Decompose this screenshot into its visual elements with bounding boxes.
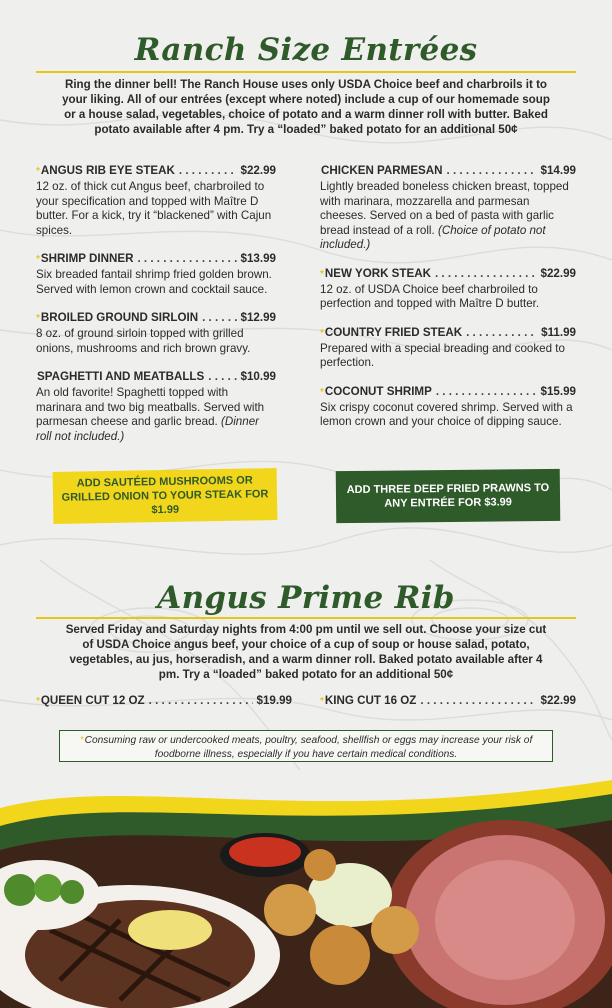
item-description <box>36 180 276 238</box>
menu-item <box>320 164 576 253</box>
item-price: $22.99 <box>540 694 576 707</box>
item-desc-text: Prepared with a special breading and cooked to perfection. <box>320 341 565 369</box>
item-desc-text: Six crispy coconut covered shrimp. Served with a lemon crown and your choice of dipping sauce. <box>320 400 573 428</box>
item-desc-text: 12 oz. of thick cut Angus beef, charbroiled to your specification and topped with Maître D butter. For a kick, try it “blackened” with Cajun spices. <box>36 180 272 237</box>
item-name: ANGUS RIB EYE STEAK <box>40 164 175 177</box>
menu-item <box>36 252 276 297</box>
prime-rib-intro: Served Friday and Saturday nights from 4:00 pm until we sell out. Choose your size cut of USDA Choice angus beef, your choice of a cup of soup or house salad, potato, vegetables, au jus, horseradish, and a warm dinner roll. Baked potato available after 4 pm. Try a “loaded” baked potato for an additional 50¢ <box>65 623 547 681</box>
item-name: KING CUT 16 OZ <box>324 694 417 707</box>
item-name: QUEEN CUT 12 OZ <box>40 694 145 707</box>
item-name: COUNTRY FRIED STEAK <box>324 325 463 339</box>
menu-item <box>36 311 276 356</box>
leader-dots <box>435 267 537 280</box>
prime-rib-title: Angus Prime Rib <box>157 580 455 616</box>
leader-dots <box>202 311 236 324</box>
item-desc-text: Six breaded fantail shrimp fried golden brown. Served with lemon crown and cocktail sauce. <box>36 268 272 296</box>
item-price: $10.99 <box>240 370 276 383</box>
prawn-addon-callout: ADD THREE DEEP FRIED PRAWNS TO ANY ENTRÉE FOR $3.99 <box>336 469 561 523</box>
item-desc-text: Lightly breaded boneless chicken breast, topped with marinara, mozzarella and parmesan cheeses. Served on a bed of pasta with garlic bread instead of a roll. <box>320 180 569 237</box>
item-price: $14.99 <box>540 164 576 177</box>
food-photo-banner <box>0 780 612 1008</box>
star-marker: * <box>320 327 324 339</box>
item-name: BROILED GROUND SIRLOIN <box>40 311 199 324</box>
queen-cut-item <box>36 694 292 707</box>
item-price: $15.99 <box>540 384 576 398</box>
star-marker: * <box>320 268 324 280</box>
leader-dots <box>179 164 237 177</box>
mushroom-onion-addon-callout: ADD SAUTÉED MUSHROOMS OR GRILLED ONION TO YOUR STEAK FOR $1.99 <box>53 468 278 524</box>
leader-dots <box>436 385 537 398</box>
item-description <box>320 283 576 312</box>
warning-text: Consuming raw or undercooked meats, poultry, seafood, shellfish or eggs may increase your risk of foodborne illness, especially if you have certain medical conditions. <box>84 735 533 760</box>
item-name: CHICKEN PARMESAN <box>321 164 443 177</box>
star-marker: * <box>36 166 40 177</box>
item-price: $22.99 <box>540 266 576 280</box>
item-price: $11.99 <box>541 325 576 339</box>
item-name: SHRIMP DINNER <box>40 252 134 265</box>
item-description <box>36 386 276 444</box>
item-description <box>36 327 276 356</box>
item-price: $13.99 <box>240 252 276 265</box>
leader-dots <box>447 164 537 177</box>
item-price: $12.99 <box>240 311 276 324</box>
item-desc-text: An old favorite! Spaghetti topped with marinara and two big meatballs. Served with parmesan cheese and garlic bread. <box>36 386 265 428</box>
item-description <box>320 401 576 430</box>
entrees-title: Ranch Size Entrées <box>134 32 478 68</box>
item-name: COCONUT SHRIMP <box>324 384 432 398</box>
title-rule <box>36 71 576 73</box>
star-marker: * <box>320 386 324 398</box>
menu-item <box>320 326 576 371</box>
item-desc-text: 8 oz. of ground sirloin topped with grilled onions, mushrooms and rich brown gravy. <box>36 327 251 355</box>
item-name: SPAGHETTI AND MEATBALLS <box>37 370 205 383</box>
entrees-intro: Ring the dinner bell! The Ranch House uses only USDA Choice beef and charbroils it to your liking. All of our entrées (except where noted) include a cup of our homemade soup or a house salad, vegetables, choice of potato and a warm dinner roll with butter. Baked potato available after 4 pm. Try a “loaded” baked potato for an additional 50¢ <box>62 78 550 136</box>
item-description <box>320 180 576 253</box>
star-marker: * <box>79 735 84 746</box>
item-price: $22.99 <box>240 164 276 177</box>
menu-item <box>320 267 576 312</box>
entrees-right-column <box>320 164 576 444</box>
leader-dots <box>137 252 236 265</box>
entrees-left-column <box>36 164 276 458</box>
star-marker: * <box>320 696 324 707</box>
star-marker: * <box>36 696 40 707</box>
menu-item <box>320 385 576 430</box>
leader-dots <box>466 326 537 339</box>
king-cut-item <box>320 694 576 707</box>
item-note: (Dinner roll not included.) <box>36 415 259 443</box>
star-marker: * <box>36 254 40 265</box>
food-safety-warning <box>59 730 553 762</box>
prime-rib-rule <box>36 617 576 619</box>
item-description <box>320 342 576 371</box>
item-description <box>36 268 276 297</box>
star-marker: * <box>36 313 40 324</box>
item-desc-text: 12 oz. of USDA Choice beef charbroiled to perfection and topped with Maître D butter. <box>320 282 540 310</box>
item-price: $19.99 <box>256 694 292 707</box>
item-note: (Choice of potato not included.) <box>320 223 546 251</box>
menu-item <box>36 370 276 444</box>
item-name: NEW YORK STEAK <box>324 266 431 280</box>
menu-item <box>36 164 276 238</box>
leader-dots <box>208 370 236 383</box>
